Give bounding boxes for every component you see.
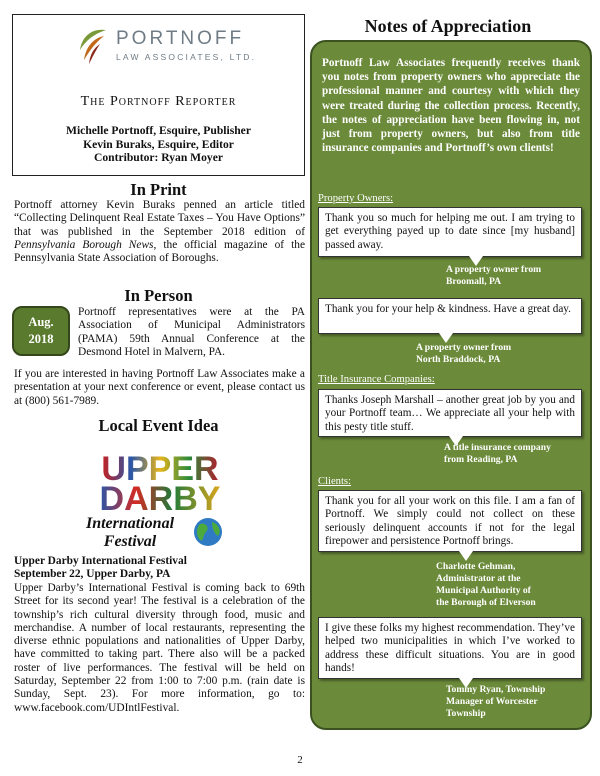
in-print-text <box>14 199 305 265</box>
attrib-line: A property owner from <box>446 264 542 275</box>
property-owners-label: Property Owners: <box>318 193 394 204</box>
attrib-line: Broomall, PA <box>446 276 502 287</box>
credit-contributor: Contributor: Ryan Moyer <box>93 151 224 164</box>
in-print-text-b: , the official magazine of the Pennsylvania State Association of Boroughs. <box>14 238 305 265</box>
logo-name: PORTNOFF <box>116 28 245 49</box>
festival-text: Upper Darby’s International Festival is coming back to 69th Street for its second year! The festival is a celebration of the township’s rich cultural diversity through food, music and merchandise. A number of local restaurants, representing the diverse ethnic populations and nationalities of Upper Darby, have committed to taking part. There also will be a packed roster of live performances. The festival will be held on Saturday, September 22 from 1:00 to 7:00 p.m. (rain date is Sunday, Sept. 23). For more information, go to: www.facebook.com/UDIntlFestival. <box>14 582 305 714</box>
logo-subtitle: LAW ASSOCIATES, LTD. <box>116 52 257 62</box>
bubble-tail <box>459 551 473 561</box>
attrib-line: from Reading, PA <box>444 454 518 465</box>
attrib-line: Charlotte Gehman, <box>436 561 516 572</box>
page-number: 2 <box>297 754 303 766</box>
festival-title-block <box>14 555 305 582</box>
leaf-logo-icon <box>76 26 110 66</box>
portnoff-logo <box>76 26 276 72</box>
newsletter-title: The Portnoff Reporter <box>80 94 237 109</box>
festival-logo-darby: DARBY <box>99 480 221 518</box>
quote-text: Thank you so much for helping me out. I am trying to get everything payed up to date since [my husband] passed away. <box>325 212 575 251</box>
notes-heading: Notes of Appreciation <box>364 16 532 36</box>
title-insurance-label: Title Insurance Companies: <box>318 374 435 385</box>
in-print-heading: In Print <box>130 180 187 199</box>
quote-bubble <box>318 617 582 679</box>
attrib-line: North Braddock, PA <box>416 354 501 365</box>
quote-attribution <box>416 342 511 366</box>
attrib-line: the Borough of Elverson <box>436 597 536 608</box>
attrib-line: A property owner from <box>416 342 512 353</box>
credits <box>12 124 305 165</box>
festival-title: Upper Darby International Festival <box>14 555 187 567</box>
attrib-line: Township <box>446 708 486 719</box>
quote-text: I give these folks my highest recommendation. They’ve helped two municipalities in which I’ve worked to address these difficult situations. You are in good hands! <box>325 622 575 675</box>
quote-attribution <box>444 442 551 466</box>
quote-attribution <box>436 561 536 609</box>
notes-intro: Portnoff Law Associates frequently receives thank you notes from property owners who appreciate the professional manner and courtesy with which they were treated during the collection process. Recently, the notes of appreciation have been flowing in, not just from property owners, but also from title insurance companies and Portnoff’s own clients! <box>322 57 580 155</box>
credit-publisher: Michelle Portnoff, Esquire, Publisher <box>66 124 251 137</box>
clients-label: Clients: <box>318 476 351 487</box>
in-print-text-a: Portnoff attorney Kevin Buraks penned an article titled “Collecting Delinquent Real Estate Taxes – You Have Options” that was published in the September 2018 edition of <box>14 199 305 238</box>
in-person-contact: If you are interested in having Portnoff Law Associates make a presentation at your next conference or event, please contact us at (800) 561-7989. <box>14 368 305 407</box>
festival-logo-international: International <box>85 515 175 532</box>
quote-bubble <box>318 389 582 437</box>
festival-logo <box>60 450 260 550</box>
attrib-line: A title insurance company <box>444 442 551 453</box>
quote-bubble <box>318 298 582 334</box>
date-badge <box>12 306 70 356</box>
quote-text: Thanks Joseph Marshall – another great job by you and your Portnoff team… We appreciate all your help with this pesty title stuff. <box>325 394 575 433</box>
attrib-line: Administrator at the <box>436 573 521 584</box>
quote-attribution <box>446 264 541 288</box>
quote-bubble <box>318 490 582 552</box>
festival-logo-festival: Festival <box>103 533 157 550</box>
publication-name: Pennsylvania Borough News <box>14 238 154 251</box>
badge-month: Aug. <box>28 315 54 329</box>
attrib-line: Municipal Authority of <box>436 585 531 596</box>
in-person-text: Portnoff representatives were at the PA Association of Municipal Administrators (PAMA) 59th Annual Conference at the Desmond Hotel in Malvern, PA. <box>78 306 305 358</box>
attrib-line: Manager of Worcester <box>446 696 538 707</box>
in-person-heading: In Person <box>124 286 193 305</box>
attrib-line: Tommy Ryan, Township <box>446 684 546 695</box>
quote-bubble <box>318 207 582 257</box>
quote-text: Thank you for all your work on this file. I am a fan of Portnoff. We simply could not collect on these seriously delinquent accounts if not for the legal firepower and persistence Portnoff brings. <box>325 495 575 548</box>
quote-attribution <box>446 684 545 720</box>
badge-year: 2018 <box>28 332 54 346</box>
local-event-heading: Local Event Idea <box>98 416 219 435</box>
festival-date: September 22, Upper Darby, PA <box>14 568 171 581</box>
globe-icon <box>194 518 222 546</box>
credit-editor: Kevin Buraks, Esquire, Editor <box>83 137 234 151</box>
quote-text: Thank you for your help & kindness. Have a great day. <box>325 303 571 315</box>
festival-logo-upper: UPPER <box>101 450 219 488</box>
